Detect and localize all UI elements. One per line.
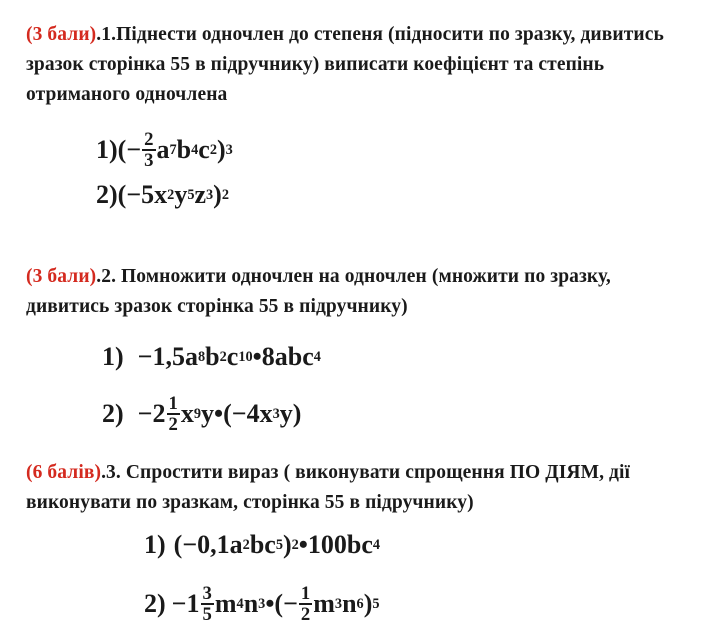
fraction-numerator: 1 xyxy=(168,393,178,414)
task-3-points: (6 балів) xyxy=(26,462,102,483)
expr-part: a xyxy=(185,342,198,371)
expr-number: 1) xyxy=(102,342,124,371)
task-2-expression-2: 2) −2 $\frac{1}{2}$ x 9 y•(−4x 3 y) xyxy=(102,393,302,436)
expr-number: 1) xyxy=(144,530,166,559)
expr-part: (− xyxy=(117,135,142,165)
expr-part: b xyxy=(205,342,220,371)
fraction xyxy=(142,130,155,170)
expr-part: n xyxy=(342,589,357,619)
expr-part: bc xyxy=(249,530,276,559)
expr-part: ) xyxy=(217,135,226,165)
expr-part: •100bc xyxy=(298,530,373,559)
fraction-numerator: 2 xyxy=(144,129,154,150)
fraction-numerator: 3 xyxy=(202,583,212,604)
task-1-expression-2: 2) (−5 x 2 y 5 z 3 ) 2 xyxy=(96,180,229,209)
task-1-statement xyxy=(26,20,698,110)
expr-part: c xyxy=(198,135,210,165)
task-2-points: (3 бали) xyxy=(26,266,97,287)
expr-part: −1,5 xyxy=(137,342,185,371)
expr-part: c xyxy=(226,342,239,371)
expr-number: 2) xyxy=(144,589,166,619)
expr-part: x xyxy=(180,399,194,429)
task-2-text: .2. Помножити одночлен на одночлен (множити по зразку, дивитись зразок сторінка 55 в підручнику) xyxy=(26,266,611,317)
expr-number: 2) xyxy=(96,180,118,209)
expr-part: ) xyxy=(213,180,222,209)
expr-part: m xyxy=(214,589,237,619)
task-1-points: (3 бали) xyxy=(26,24,97,45)
task-3-text: .3. Спростити вираз ( виконувати спрощення ПО ДІЯМ, дії виконувати по зразкам, сторінка 55 в підручнику) xyxy=(26,462,631,513)
fraction-numerator: 1 xyxy=(300,583,311,604)
expr-number: 1) xyxy=(96,135,118,165)
fraction-denominator: 3 xyxy=(144,150,154,172)
fraction xyxy=(299,584,312,624)
fraction-denominator: 2 xyxy=(300,604,311,626)
expr-part: •8abc xyxy=(252,342,314,371)
expr-part: (−0,1a xyxy=(173,530,243,559)
expr-part: y xyxy=(174,180,188,209)
expr-part: ) xyxy=(282,530,292,559)
expr-part: •(− xyxy=(265,589,298,619)
expr-part: y•(−4x xyxy=(201,399,273,429)
fraction-denominator: 5 xyxy=(202,604,212,626)
expr-part: b xyxy=(176,135,192,165)
fraction xyxy=(201,584,214,624)
task-3-expression-1: 1) (−0,1a 2 bc 5 ) 2 •100bc 4 xyxy=(144,530,381,559)
expr-part: a xyxy=(156,135,170,165)
task-2-statement xyxy=(26,262,698,322)
expr-number: 2) xyxy=(102,399,124,429)
task-1-expression-1: 1) (− $\frac{2}{3}$ a 7 b 4 c 2 ) 3 xyxy=(96,129,233,172)
expr-part: z xyxy=(194,180,207,209)
task-3-statement xyxy=(26,458,698,518)
expr-part: y) xyxy=(279,399,302,429)
task-1-text: .1.Піднести одночлен до степеня (підносити по зразку, дивитись зразок сторінка 55 в підручнику) виписати коефіцієнт та степінь отриманого одночлена xyxy=(26,24,664,105)
task-2-expression-1: 1) −1,5 a 8 b 2 c 10 •8abc 4 xyxy=(102,342,321,371)
expr-part: −1 xyxy=(171,589,200,619)
fraction xyxy=(167,394,180,434)
expr-part: ) xyxy=(363,589,373,619)
expr-part: x xyxy=(154,180,168,209)
fraction-denominator: 2 xyxy=(168,414,178,436)
expr-part: n xyxy=(243,589,259,619)
expr-part: m xyxy=(313,589,335,619)
expr-part: −2 xyxy=(137,399,166,429)
expr-part: (−5 xyxy=(117,180,155,209)
task-3-expression-2: 2) −1 $\frac{3}{5}$ m 4 n 3 •(− $\frac{1}{2}$ m 3 n 6 ) 5 xyxy=(144,583,380,626)
